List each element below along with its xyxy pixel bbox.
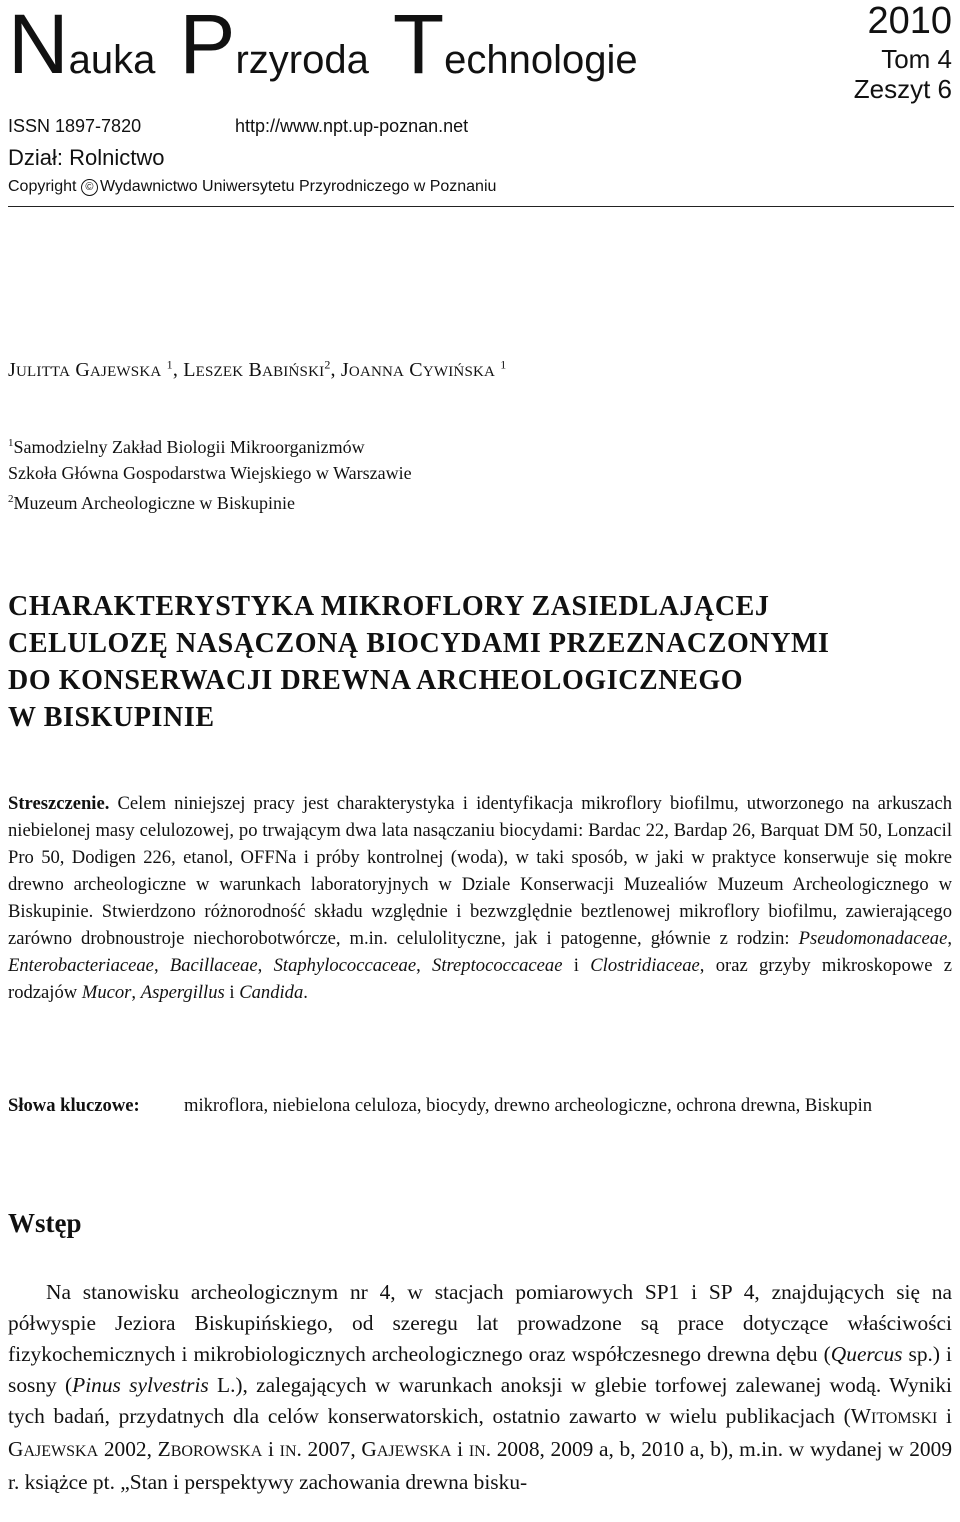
title-word-przyroda: rzyroda [235, 38, 369, 82]
author-list: JULITTA GAJEWSKA $^1$, LESZEK BABIŃSKI$^2$, JOANNA CYWIŃSKA $^1$ [8, 357, 507, 381]
intro-paragraph: Na stanowisku archeologicznym nr 4, w stacjach pomiarowych SP1 i SP 4, znajdujących się na półwyspie Jeziora Biskupińskiego, od szeregu lat prowadzone są prace dotyczące właściwości fizykochemicznych i mikrobiologicznych archeologicznego oraz współczesnego drewna dębu (Quercus sp.) i sosny (Pinus sylvestris L.), zalegających w warunkach anoksji w glebie torfowej zalewanej wodą. Wyniki tych badań, przydatnych dla celów konserwatorskich, ostatnio zawarto w wielu publikacjach (WITOMSKI i GAJEWSKA 2002, ZBOROWSKA i IN. 2007, GAJEWSKA i IN. 2008, 2009 a, b, 2010 a, b), m.in. w wydanej w 2009 r. książce pt. „Stan i perspektywy zachowania drewna bisku- [8, 1280, 953, 1494]
title-line-2: CELULOZĘ NASĄCZONĄ BIOCYDAMI PRZEZNACZONYMI [8, 628, 830, 659]
masthead-divider [8, 206, 954, 207]
issue-info [854, 2, 952, 102]
title-initial-n: N [8, 0, 69, 91]
journal-title [8, 0, 662, 91]
author-3: JOANNA CYWIŃSKA $^1$ [340, 357, 507, 381]
meta-row [8, 116, 469, 137]
abstract: Streszczenie. Celem niniejszej pracy jest charakterystyka i identyfikacja mikroflory biofilmu, utworzonego na arkuszach niebielonej masy celulozowej, po trwającym dwa lata nasączaniu biocydami: Bardac 22, Bardap 26, Barquat DM 50, Lonzacil Pro 50, Dodigen 226, etanol, OFFNa i próby kontrolnej (woda), w taki sposób, w jaki w praktyce konserwuje się mokre drewno archeologiczne w warunkach laboratoryjnych w Dziale Konserwacji Muzealiów Muzeum Archeologicznego w Biskupinie. Stwierdzono różnorodność składu względnie i bezwzględnie beztlenowej mikroflory biofilmu, zawierającego zarówno drobnoustroje niechorobotwórcze, m.in. celulolityczne, jak i patogenne, głównie z rodzin: Pseudomonadaceae, Enterobacteriaceae, Bacillaceae, Staphylococcaceae, Streptococcaceae i Clostridiaceae, oraz grzyby mikroskopowe z rodzajów Mucor, Aspergillus i Candida. [8, 793, 953, 1003]
journal-section: Dział: Rolnictwo [8, 145, 165, 170]
affiliations [8, 430, 412, 516]
keywords [8, 1092, 952, 1119]
title-initial-t: T [392, 0, 445, 91]
issue-volume: Tom 4 [881, 44, 952, 74]
copyright-line [8, 178, 496, 196]
title-line-3: DO KONSERWACJI DREWNA ARCHEOLOGICZNEGO [8, 665, 744, 696]
keywords-text: mikroflora, niebielona celuloza, biocydy, drewno archeologiczne, ochrona drewna, Biskupin [184, 1095, 873, 1116]
journal-masthead [8, 0, 952, 208]
section-heading: Wstęp [8, 1208, 82, 1238]
author-1: JULITTA GAJEWSKA $^1$ [8, 357, 173, 381]
affiliation-2: $^2$Muzeum Archeologiczne w Biskupinie [8, 493, 295, 513]
title-word-nauka: auka [68, 38, 156, 82]
affiliation-1-line-1: $^1$Samodzielny Zakład Biologii Mikroorganizmów [8, 437, 365, 457]
abstract-label: Streszczenie. [8, 793, 110, 814]
author-2: LESZEK BABIŃSKI$^2$ [183, 357, 331, 381]
title-line-1: CHARAKTERYSTYKA MIKROFLORY ZASIEDLAJĄCEJ [8, 591, 770, 622]
issn: ISSN 1897-7820 [8, 116, 142, 136]
title-word-technologie: echnologie [444, 38, 638, 82]
title-initial-p: P [179, 0, 236, 91]
paper-title [8, 588, 948, 736]
title-line-4: W BISKUPINIE [8, 702, 215, 733]
keywords-label: Słowa kluczowe: [8, 1095, 140, 1116]
affiliation-1-line-2: Szkoła Główna Gospodarstwa Wiejskiego w Warszawie [8, 463, 412, 483]
journal-url-link[interactable]: http://www.npt.up-poznan.net [235, 116, 469, 136]
copyright-icon: © [81, 179, 98, 196]
copyright-label: Copyright [8, 178, 77, 195]
issue-year: 2010 [867, 0, 952, 42]
issue-number: Zeszyt 6 [853, 74, 952, 104]
publisher: Wydawnictwo Uniwersytetu Przyrodniczego w Poznaniu [99, 178, 497, 195]
